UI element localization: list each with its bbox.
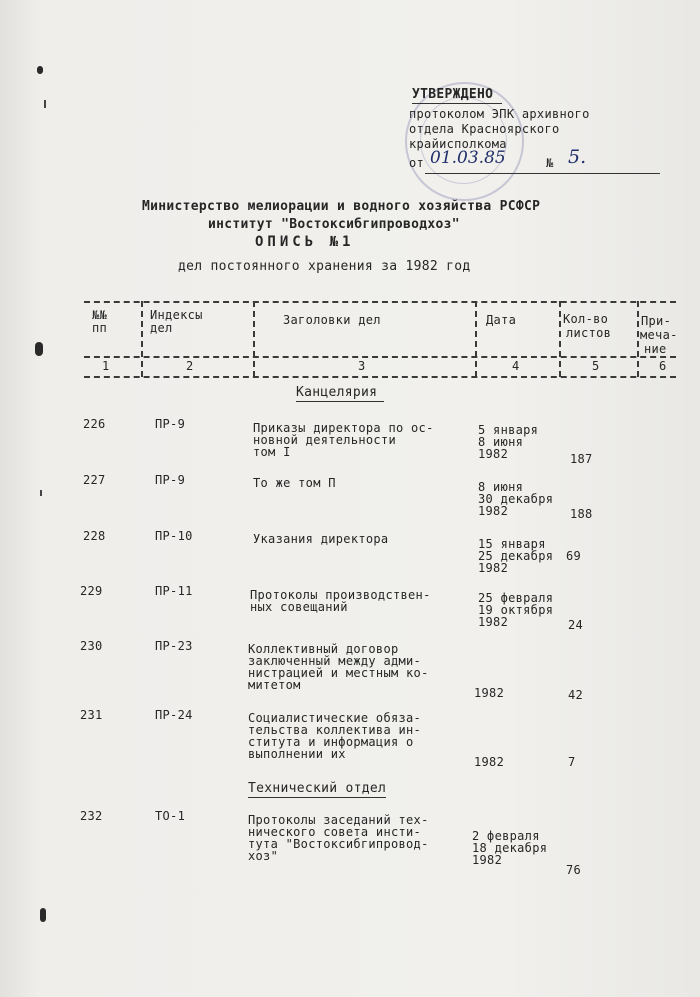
table-header-rule xyxy=(84,356,676,358)
section-office: Канцелярия xyxy=(296,385,378,400)
col-number-6: 6 xyxy=(659,359,667,373)
col-header-index-2: дел xyxy=(150,321,173,335)
margin-mark xyxy=(44,100,46,108)
col-number-5: 5 xyxy=(592,359,600,373)
approval-title: УТВЕРЖДЕНО xyxy=(412,87,494,102)
inventory-subtitle: дел постоянного хранения за 1982 год xyxy=(178,259,471,274)
approval-line-1: протоколом ЭПК архивного xyxy=(409,107,590,121)
col-divider xyxy=(637,301,639,377)
approval-title-underline xyxy=(412,103,502,104)
row-sheets: 188 xyxy=(570,507,593,521)
col-number-4: 4 xyxy=(512,359,520,373)
approval-line-2: отдела Красноярского xyxy=(409,122,560,136)
col-header-note-2: меча- xyxy=(640,328,678,342)
row-num: 228 xyxy=(83,529,106,543)
row-date: 2 февраля 18 декабря 1982 xyxy=(472,829,548,867)
row-title: Коллективный договор заключенный между адми- нистрацией и местным ко- митетом xyxy=(248,642,429,692)
row-index: ТО-1 xyxy=(155,809,186,823)
row-num: 232 xyxy=(80,809,103,823)
approval-signature-line xyxy=(425,173,660,174)
section-tech-underline xyxy=(248,797,386,798)
col-header-sheets-2: листов xyxy=(566,326,612,340)
col-number-3: 3 xyxy=(358,359,366,373)
row-sheets: 187 xyxy=(570,452,593,466)
row-title: Приказы директора по ос- новной деятельности том I xyxy=(253,421,434,459)
col-divider xyxy=(253,301,255,377)
row-date: 15 января 25 декабря 1982 xyxy=(478,537,554,575)
row-date: 1982 xyxy=(474,686,505,700)
row-date: 5 января 8 июня 1982 xyxy=(478,423,539,461)
approval-line-3: крайисполкома xyxy=(409,137,507,151)
row-sheets: 7 xyxy=(568,755,576,769)
table-top-rule xyxy=(84,301,676,303)
approval-number-prefix: № xyxy=(546,156,554,170)
section-office-underline xyxy=(296,401,384,402)
inventory-title: ОПИСЬ №1 xyxy=(255,234,355,250)
col-divider xyxy=(141,301,143,377)
row-date: 25 февраля 19 октября 1982 xyxy=(478,591,554,629)
row-index: ПР-24 xyxy=(155,708,193,722)
row-index: ПР-9 xyxy=(155,473,186,487)
col-number-1: 1 xyxy=(102,359,110,373)
col-divider xyxy=(559,301,561,377)
binder-hole-top xyxy=(37,66,43,74)
row-num: 230 xyxy=(80,639,103,653)
margin-mark xyxy=(40,490,42,496)
row-title: Социалистические обяза- тельства коллектива ин- ститута и информация о выполнении их xyxy=(248,711,422,761)
row-date: 1982 xyxy=(474,755,505,769)
ministry-name: Министерство мелиорации и водного хозяйства РСФСР xyxy=(142,199,541,214)
row-title: Протоколы производствен- ных совещаний xyxy=(250,588,431,614)
col-header-note: При- xyxy=(641,314,672,328)
row-num: 226 xyxy=(83,417,106,431)
binder-hole-bottom xyxy=(40,908,46,922)
col-header-date: Дата xyxy=(486,313,517,327)
row-title: То же том П xyxy=(253,476,336,490)
col-header-note-3: ние xyxy=(644,342,667,356)
col-divider xyxy=(475,301,477,377)
institute-name: институт "Востоксибгипроводхоз" xyxy=(208,217,460,232)
approval-date: 01.03.85 xyxy=(430,148,506,168)
row-date: 8 июня 30 декабря 1982 xyxy=(478,480,554,518)
table-number-rule xyxy=(84,376,676,378)
row-title: Указания директора xyxy=(253,532,389,546)
row-index: ПР-11 xyxy=(155,584,193,598)
col-header-number: №№ xyxy=(92,308,108,322)
row-index: ПР-9 xyxy=(155,417,186,431)
row-title: Протоколы заседаний тех- нического совета инсти- тута "Востоксибгипровод- хоз" xyxy=(248,813,429,863)
col-header-index: Индексы xyxy=(150,308,203,322)
row-index: ПР-10 xyxy=(155,529,193,543)
col-number-2: 2 xyxy=(186,359,194,373)
approval-number: 5. xyxy=(568,146,587,168)
col-header-sheets: Кол-во xyxy=(563,312,609,326)
row-num: 227 xyxy=(83,473,106,487)
row-num: 231 xyxy=(80,708,103,722)
row-sheets: 69 xyxy=(566,549,582,563)
row-sheets: 42 xyxy=(568,688,584,702)
col-header-number-2: пп xyxy=(92,321,108,335)
col-header-title: Заголовки дел xyxy=(283,313,381,327)
approval-date-prefix: от xyxy=(409,156,425,170)
binder-hole-middle xyxy=(35,342,43,356)
row-sheets: 76 xyxy=(566,863,582,877)
section-tech: Технический отдел xyxy=(248,781,387,796)
row-index: ПР-23 xyxy=(155,639,193,653)
row-num: 229 xyxy=(80,584,103,598)
row-sheets: 24 xyxy=(568,618,584,632)
